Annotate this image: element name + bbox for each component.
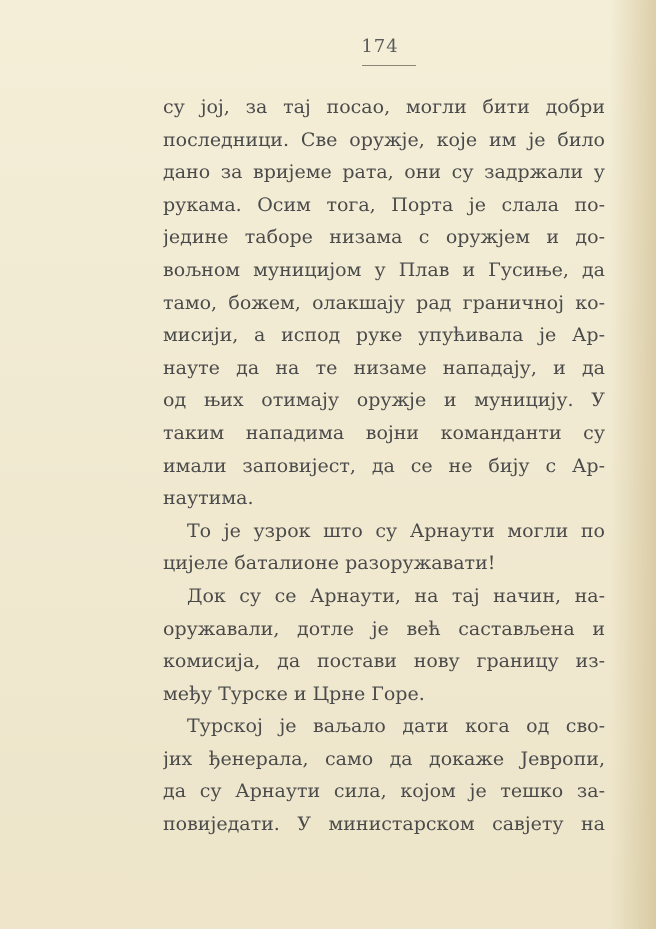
text-line: науте да на те низаме нападају, и да [163, 356, 605, 379]
text-line: Турској је ваљало дати кога од сво- [187, 715, 605, 738]
text-line: таким нападима војни команданти су [163, 421, 605, 444]
page-number-rule [362, 65, 416, 66]
text-line: комисија, да постави нову границу из- [163, 650, 605, 673]
text-line: имали заповијест, да се не бију с Ар- [163, 454, 605, 477]
text-line: јих ђенерала, само да докаже Јевропи, [163, 747, 605, 770]
page-number: 174 [361, 36, 399, 57]
text-line: једине таборе низама с оружјем и до- [163, 226, 605, 249]
text-line: Док су се Арнаути, на тај начин, на- [187, 584, 605, 607]
text-line: вољном муницијом у Плав и Гусиње, да [163, 258, 605, 281]
text-line: тамо, божем, олакшају рад граничној ко- [163, 291, 605, 314]
text-line: цијеле баталионе разоружавати! [163, 552, 496, 575]
text-line: мисији, а испод руке упућивала је Ар- [163, 324, 605, 347]
text-line: То је узрок што су Арнаути могли по [187, 519, 605, 542]
text-line: повиједати. У министарском савјету на [163, 813, 605, 836]
text-line: дано за вријеме рата, они су задржали у [163, 161, 605, 184]
text-line: од њих отимају оружје и муницију. У [163, 389, 605, 412]
text-line: да су Арнаути сила, којом је тешко за- [163, 780, 605, 803]
text-line: међу Турске и Црне Горе. [163, 682, 425, 705]
body-text [163, 91, 605, 841]
text-line: наутима. [163, 487, 254, 510]
text-line: последници. Све оружје, које им је било [163, 128, 605, 151]
text-line: оружавали, дотле је већ састављена и [163, 617, 605, 640]
text-line: су јој, за тај посао, могли бити добри [163, 96, 605, 118]
text-line: рукама. Осим тога, Порта је слала по- [163, 193, 605, 216]
